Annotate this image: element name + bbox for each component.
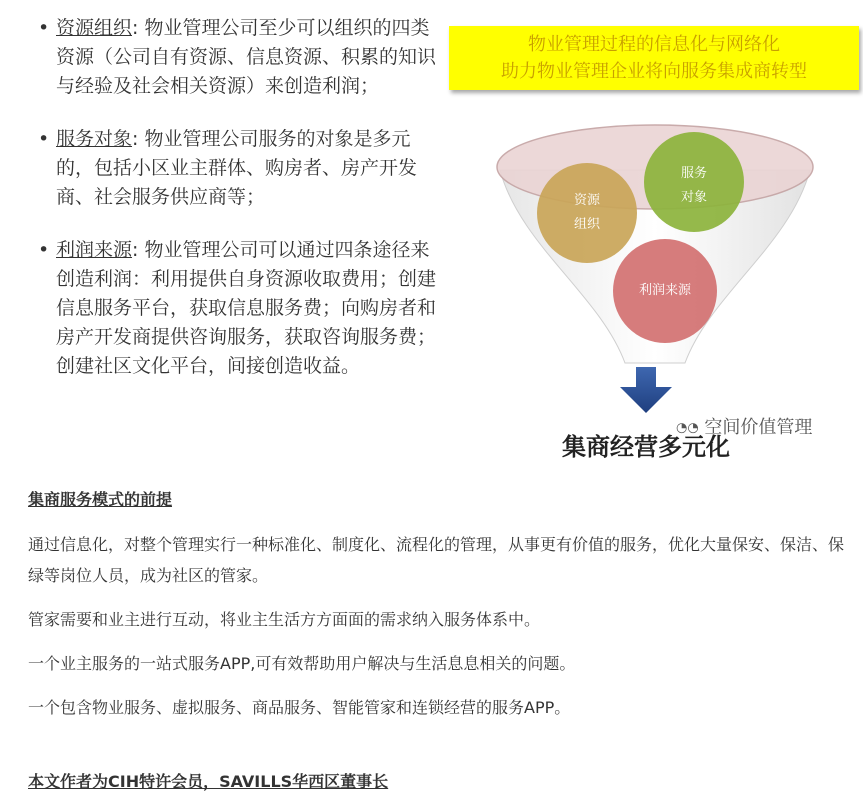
bullet-dot: • (38, 128, 50, 150)
circle-label-line: 服务 (680, 166, 707, 181)
down-arrow (620, 367, 672, 413)
bullet-item-profit-sources (36, 236, 436, 381)
conclusion-title: 集商经营多元化 (562, 433, 730, 461)
bullet-text: : 物业管理公司服务的对象是多元的，包括小区业主群体、购房者、房产开发商、社会服务供应商等； (56, 128, 418, 208)
circle-label-line: 利润来源 (638, 283, 691, 298)
circle-label-line: 组织 (573, 217, 600, 232)
bullet-term: 资源组织 (56, 17, 133, 39)
funnel-diagram (440, 95, 863, 475)
banner-box (449, 26, 859, 90)
wechat-icon: ◔◔ (676, 420, 699, 436)
paragraph: 通过信息化，对整个管理实行一种标准化、制度化、流程化的管理，从事更有价值的服务，优化大量保安、保洁、保绿等岗位人员，成为社区的管家。 (28, 535, 845, 585)
paragraph: 管家需要和业主进行互动，将业主生活方方面面的需求纳入服务体系中。 (28, 610, 541, 629)
bullet-list (36, 14, 436, 405)
circle-label-profit (615, 279, 715, 303)
bullet-term: 利润来源 (56, 239, 133, 261)
banner-line-1: 物业管理过程的信息化与网络化 (528, 34, 780, 55)
bullet-text: : 物业管理公司可以通过四条途径来创造利润：利用提供自身资源收取费用；创建信息服务平台，获取信息服务费；向购房者和房产开发商提供咨询服务，获取咨询服务费；创建社区文化平台，间接创造收益。 (56, 239, 437, 377)
circle-label-line: 对象 (680, 190, 707, 205)
article-body (28, 485, 858, 797)
paragraph: 一个业主服务的一站式服务APP,可有效帮助用户解决与生活息息相关的问题。 (28, 654, 576, 673)
bullet-item-service-targets (36, 125, 436, 212)
circle-label-targets (664, 162, 724, 210)
watermark-text: 空间价值管理 (704, 417, 813, 438)
bullet-term: 服务对象 (56, 128, 133, 150)
bullet-text: : 物业管理公司至少可以组织的四类资源（公司自有资源、信息资源、积累的知识与经验及社会相关资源）来创造利润； (56, 17, 437, 97)
bullet-item-resources (36, 14, 436, 101)
bullet-dot: • (38, 239, 50, 261)
paragraph: 一个包含物业服务、虚拟服务、商品服务、智能管家和连锁经营的服务APP。 (28, 698, 571, 717)
banner-line-2: 助力物业管理企业将向服务集成商转型 (501, 61, 807, 82)
bullet-dot: • (38, 17, 50, 39)
author-note: 本文作者为CIH特许会员，SAVILLS华西区董事长 (28, 772, 389, 791)
section-heading: 集商服务模式的前提 (28, 490, 173, 509)
circle-label-line: 资源 (573, 193, 600, 208)
circle-label-resources (557, 189, 617, 237)
